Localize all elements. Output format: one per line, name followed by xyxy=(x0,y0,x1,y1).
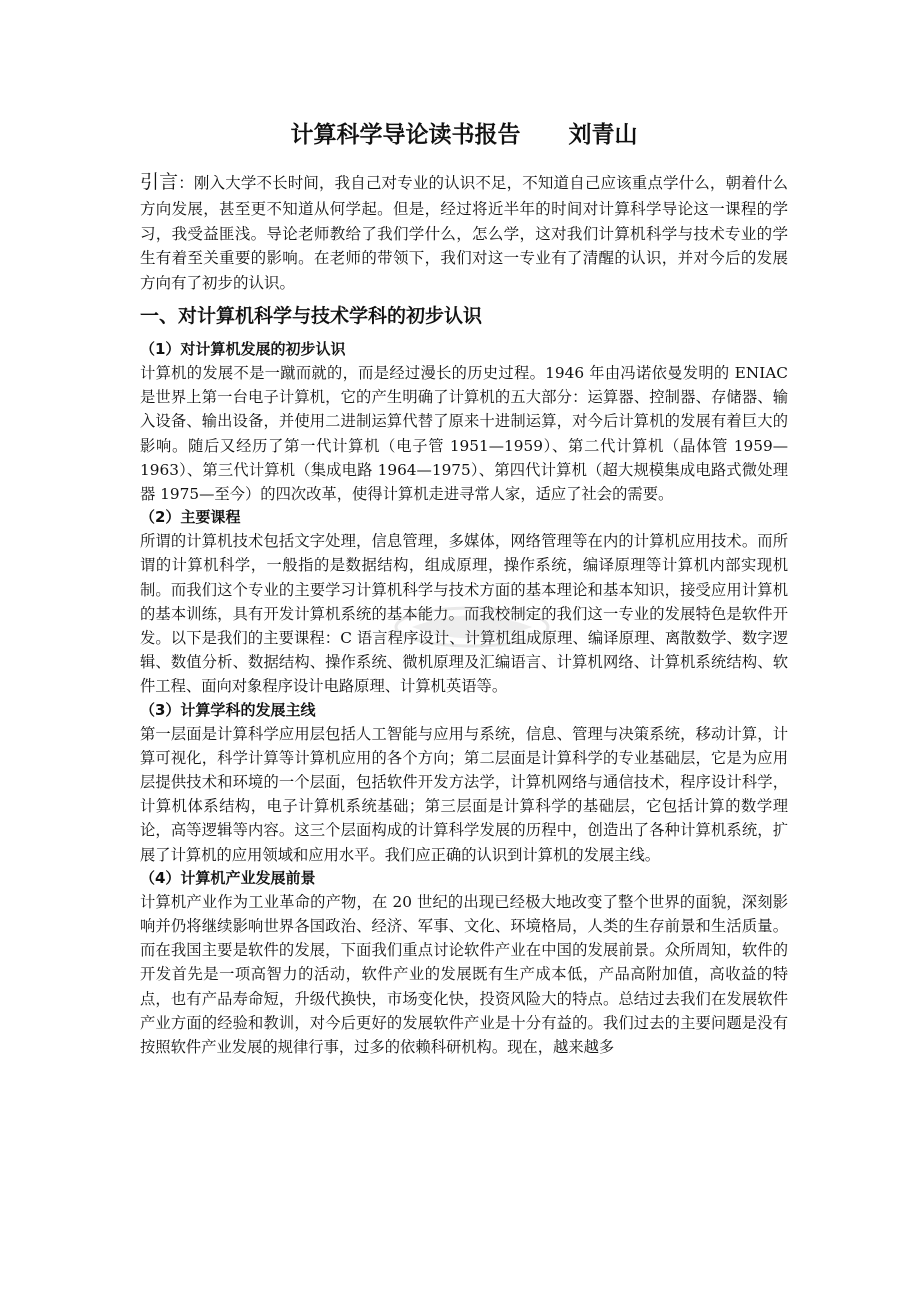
subsection-text: 计算机的发展不是一蹴而就的，而是经过漫长的历史过程。1946 年由冯诺依曼发明的 ENIAC 是世界上第一台电子计算机，它的产生明确了计算机的五大部分：运算器、控制器、存储器、输入设备、输出设备，并使用二进制运算代替了原来十进制运算，对今后计算机的发展有着巨大的影响。随后又经历了第一代计算机（电子管 1951—1959）、第二代计算机（晶体管 1959—1963）、第三代计算机（集成电路 1964—1975）、第四代计算机（超大规模集成电路式微处理器 1975—至今）的四次改革，使得计算机走进寻常人家，适应了社会的需要。 xyxy=(140,364,788,504)
intro-paragraph xyxy=(140,168,788,295)
subsection-heading: （4）计算机产业发展前景 xyxy=(140,868,316,887)
subsection-text: 所谓的计算机技术包括文字处理，信息管理，多媒体，网络管理等在内的计算机应用技术。而所谓的计算机科学，一般指的是数据结构，组成原理，操作系统，编译原理等计算机内部实现机制。而我们这个专业的主要学习计算机科学与技术方面的基本理论和基本知识，接受应用计算机的基本训练，具有开发计算机系统的基本能力。而我校制定的我们这一专业的发展特色是软件开发。以下是我们的主要课程：C 语言程序设计、计算机组成原理、编译原理、离散数学、数字逻辑、数值分析、数据结构、操作系统、微机原理及汇编语言、计算机网络、计算机系统结构、软件工程、面向对象程序设计电路原理、计算机英语等。 xyxy=(140,532,788,696)
subsection-4 xyxy=(140,867,788,1059)
section-heading: 一、对计算机科学与技术学科的初步认识 xyxy=(140,305,483,327)
subsection-3 xyxy=(140,699,788,867)
intro-colon: ： xyxy=(178,174,194,192)
document-page xyxy=(140,118,788,1059)
intro-text: 刚入大学不长时间，我自己对专业的认识不足，不知道自己应该重点学什么，朝着什么方向发展，甚至更不知道从何学起。但是，经过将近半年的时间对计算科学导论这一课程的学习，我受益匪浅。导论老师教给了我们学什么，怎么学，这对我们计算机科学与技术专业的学生有着至关重要的影响。在老师的带领下，我们对这一专业有了清醒的认识，并对今后的发展方向有了初步的认识。 xyxy=(140,174,788,292)
document-title: 计算科学导论读书报告 刘青山 xyxy=(290,122,638,148)
subsection-heading: （2）主要课程 xyxy=(140,508,241,527)
subsection-1 xyxy=(140,338,788,506)
subsection-heading: （1）对计算机发展的初步认识 xyxy=(140,340,346,358)
subsection-heading: （3）计算学科的发展主线 xyxy=(140,700,316,719)
subsection-text: 计算机产业作为工业革命的产物，在 20 世纪的出现已经极大地改变了整个世界的面貌，深刻影响并仍将继续影响世界各国政治、经济、军事、文化、环境格局，人类的生存前景和生活质量。而在我国主要是软件的发展，下面我们重点讨论软件产业在中国的发展前景。众所周知，软件的开发首先是一项高智力的活动，软件产业的发展既有生产成本低，产品高附加值，高收益的特点，也有产品寿命短，升级代换快，市场变化快，投资风险大的特点。总结过去我们在发展软件产业方面的经验和教训，对今后更好的发展软件产业是十分有益的。我们过去的主要问题是没有按照软件产业发展的规律行事，过多的依赖科研机构。现在，越来越多 xyxy=(140,892,788,1057)
subsection-2 xyxy=(140,506,788,698)
subsection-text: 第一层面是计算科学应用层包括人工智能与应用与系统，信息、管理与决策系统，移动计算，计算可视化，科学计算等计算机应用的各个方向；第二层面是计算科学的专业基础层，它是为应用层提供技术和环境的一个层面，包括软件开发方法学，计算机网络与通信技术，程序设计科学，计算机体系结构，电子计算机系统基础；第三层面是计算科学的基础层，它包括计算的数学理论，高等逻辑等内容。这三个层面构成的计算科学发展的历程中，创造出了各种计算机系统，扩展了计算机的应用领域和应用水平。我们应正确的认识到计算机的发展主线。 xyxy=(140,724,788,864)
intro-label: 引言 xyxy=(140,171,179,193)
